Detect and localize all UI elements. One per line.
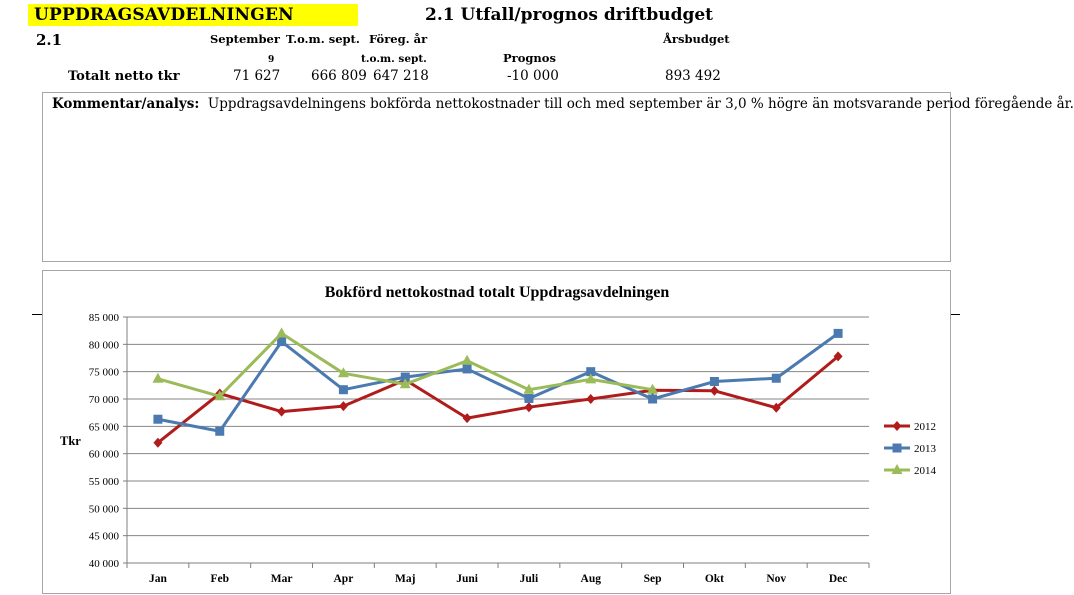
col-header-september: September [210,32,280,46]
y-tick-label: 80 000 [88,339,119,352]
data-point-2012 [586,394,595,404]
y-tick-label: 50 000 [88,503,119,516]
series-2012 [153,351,842,447]
comment-text: Uppdragsavdelningens bokförda nettokostnader till och med september är 3,0 % högre än motsvarande period föregående år. [207,96,1074,112]
y-tick-label: 60 000 [88,448,119,461]
series-line-2012 [158,356,838,442]
data-point-2013 [710,377,719,386]
data-point-2013 [834,329,843,338]
row-label-totalt: Totalt netto tkr [68,69,180,84]
value-foreg-tom-sept: 647 218 [373,68,429,84]
section-title: 2.1 Utfall/prognos driftbudget [425,5,714,25]
department-title: UPPDRAGSAVDELNINGEN [34,5,294,25]
comment-label: Kommentar/analys: [52,96,200,112]
data-point-2012 [277,407,286,417]
legend-label: 2013 [914,443,936,455]
x-tick-label: Jan [148,573,167,585]
y-tick-label: 70 000 [88,394,119,406]
y-tick-label: 65 000 [88,421,119,434]
divider-right [950,314,960,315]
x-tick-label: Mar [270,573,293,585]
section-number: 2.1 [36,31,63,49]
divider-left [32,314,42,315]
legend-label: 2012 [914,421,936,433]
data-point-2014 [276,327,287,337]
data-point-2014 [462,355,473,365]
series-line-2013 [158,333,838,431]
x-tick-label: Feb [210,573,230,585]
x-tick-label: Aug [580,573,601,585]
y-tick-label: 45 000 [88,530,119,543]
y-tick-label: 85 000 [88,312,119,324]
data-point-2013 [772,374,781,383]
x-tick-label: Nov [766,573,787,585]
col-header-foreg-sub: t.o.m. sept. [361,53,427,65]
y-tick-label: 75 000 [88,366,119,379]
data-point-2013 [339,385,348,394]
comment-box [42,92,951,262]
series-2013 [153,329,842,436]
y-axis-label: Tkr [60,434,81,448]
data-point-2013 [463,364,472,373]
comment [52,96,1074,112]
data-point-2014 [152,373,163,383]
data-point-2013 [215,427,224,436]
x-tick-label: Apr [333,573,354,585]
x-tick-label: Maj [395,573,416,585]
chart [42,270,950,593]
value-september: 71 627 [233,68,281,84]
value-prognos: -10 000 [507,68,559,84]
x-tick-label: Sep [643,573,662,585]
col-header-tom-sept: T.o.m. sept. [286,32,360,46]
chart-title: Bokförd nettokostnad totalt Uppdragsavdelningen [324,284,670,301]
x-tick-label: Okt [704,573,725,585]
data-point-2012 [524,402,533,412]
data-point-2012 [339,401,348,411]
legend-label: 2014 [914,465,936,477]
data-point-2013 [648,395,657,404]
col-header-foreg-ar: Föreg. år [369,32,428,46]
data-point-2012 [710,386,719,396]
data-point-2013 [153,415,162,424]
data-point-2013 [524,394,533,403]
col-header-arsbudget: Årsbudget [663,32,730,46]
legend-marker [893,421,902,431]
value-arsbudget: 893 492 [665,68,721,84]
y-tick-label: 55 000 [88,476,119,488]
col-header-prognos: Prognos [503,51,556,65]
x-tick-label: Dec [828,573,848,585]
x-tick-label: Juni [456,573,478,585]
col-header-september-sub: 9 [268,55,275,65]
series-2014 [152,327,658,400]
legend-marker [893,444,902,453]
y-tick-label: 40 000 [88,558,119,570]
x-tick-label: Juli [519,573,539,585]
value-tom-sept: 666 809 [311,68,367,84]
